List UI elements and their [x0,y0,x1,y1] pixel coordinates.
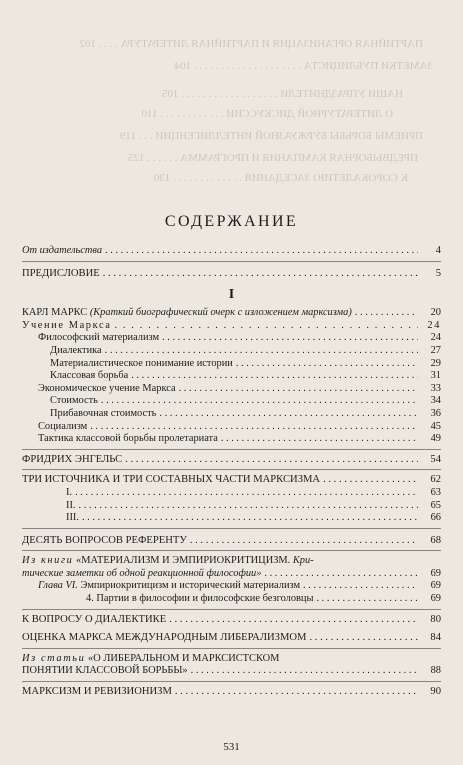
toc-page: 33 [430,382,441,394]
toc-entry [22,474,441,487]
divider [22,609,441,610]
leader-dots [355,307,418,320]
toc-entry [22,307,441,320]
toc-page: 90 [430,686,441,698]
leader-dots [169,614,418,627]
toc-page: 5 [435,267,441,279]
toc-entry [22,632,441,645]
leader-dots [75,487,418,500]
divider [22,648,441,649]
toc-label: Глава VI. Эмпириокритицизм и исторический материализм [38,580,301,592]
leader-dots [103,268,418,281]
leader-dots [131,370,418,383]
toc-label: II. [66,499,76,511]
leader-dots [90,421,418,434]
toc-page: 69 [430,567,441,579]
toc-entry [22,580,441,593]
toc-entry [22,686,441,699]
toc-page: 54 [430,453,441,465]
toc-entry [22,653,441,678]
toc-page: 62 [430,474,441,486]
toc-prefix: Из книги [22,555,74,567]
toc-label: Классовая борьба [50,370,129,382]
toc-entry [22,535,441,548]
toc-prefix: Из статьи [22,652,86,664]
toc-label: Стоимость [50,395,98,407]
leader-dots [236,358,418,371]
toc-label: Прибавочная стоимость [50,407,157,419]
toc-label: Материалистическое понимание истории [50,357,233,369]
toc-entry [22,408,441,421]
toc-page: 69 [430,593,441,605]
toc-page: 69 [430,580,441,592]
toc-label: I. [66,486,73,498]
toc-entry [22,512,441,525]
toc-label: ОЦЕНКА МАРКСА МЕЖДУНАРОДНЫМ ЛИБЕРАЛИЗМОМ [22,632,307,644]
toc-label: МАРКСИЗМ И РЕВИЗИОНИЗМ [22,686,172,698]
leader-dots [82,512,418,525]
toc-entry: Из книги «МАТЕРИАЛИЗМ И ЭМПИРИОКРИТИЦИЗМ. Кри- тические заметки об одной реакционной философии» . . . 69 [22,555,441,580]
toc-label: Тактика классовой борьбы пролетариата [38,433,218,445]
toc-entry [22,332,441,345]
leader-dots [105,245,418,258]
toc-page: 36 [430,407,441,419]
toc-entry [22,421,441,434]
divider [22,449,441,450]
toc-label: К ВОПРОСУ О ДИАЛЕКТИКЕ [22,613,167,625]
toc-entry [22,500,441,513]
toc-entry [22,383,441,396]
divider [22,261,441,262]
toc-label: Социализм [38,420,88,432]
leader-dots [190,535,418,548]
toc-label: ПРЕДИСЛОВИЕ [22,267,100,279]
page-number: 531 [223,741,240,753]
leader-dots [101,395,418,408]
show-through-text: ПАРТИЙНАЯ ОРГАНИЗАЦИЯ И ПАРТИЙНАЯ ЛИТЕРАТУРА . . . . 102 ЗАМЕТКИ ПУБЛИЦИСТА . . . . . . . . . . . . . . . . . . . . 104 НАШИ УПРАЗДНИТЕЛИ . . . . . . . . . . . . . . . . . . 105 О ЛИТЕРАТУРНОЙ ДИСКУССИИ . . . . . . . . . . . . 110 ПРИЕМЫ БОРЬБЫ БУРЖУАЗНОЙ ИНТЕЛЛИГЕНЦИИ . . . 119 ПРЕДВЫБОРНАЯ КАМПАНИЯ И ПРОГРАММА . . . . . . 125 К СОРОКАЛЕТИЮ ЗАСЕДАНИЯ . . . . . . . . . . . . . 130 [79,38,433,184]
leader-dots [115,320,418,333]
toc-label: «МАТЕРИАЛИЗМ И ЭМПИРИОКРИТИЦИЗМ. [76,555,291,567]
toc-label: Учение Маркса [22,319,112,331]
toc-label: тические заметки об одной реакционной философии» [22,567,262,579]
toc-page: 49 [430,433,441,445]
toc-page: 31 [430,370,441,382]
toc-label: От издательства [22,245,103,256]
toc-entry [22,487,441,500]
toc-label: ТРИ ИСТОЧНИКА И ТРИ СОСТАВНЫХ ЧАСТИ МАРКСИЗМА [22,474,321,486]
toc-page: 45 [430,420,441,432]
leader-dots [303,580,418,593]
toc-label: ФРИДРИХ ЭНГЕЛЬС [22,453,123,465]
toc-page: 24 [427,319,441,331]
toc-entry [22,358,441,371]
toc-label: ПОНЯТИИ КЛАССОВОЙ БОРЬБЫ» [22,665,188,677]
divider [22,469,441,470]
toc-page: 80 [430,613,441,625]
toc-page: 68 [430,534,441,546]
toc-label: III. [66,512,79,524]
section-numeral: I [228,287,235,303]
leader-dots [125,454,418,467]
leader-dots [264,568,418,581]
leader-dots [309,632,418,645]
leader-dots [323,474,418,487]
toc-entry [22,614,441,627]
toc-entry [22,593,441,606]
toc-entry [22,433,441,446]
leader-dots [191,665,418,678]
divider [22,681,441,682]
leader-dots [79,500,418,513]
toc-entry [22,245,441,258]
page-title: СОДЕРЖАНИЕ [164,213,299,230]
toc-label: ДЕСЯТЬ ВОПРОСОВ РЕФЕРЕНТУ [22,534,187,546]
toc-page: 4 [435,245,441,256]
toc-label: 4. Партии в философии и философские безголовцы [86,593,314,605]
toc-label: КАРЛ МАРКС (Краткий биографический очерк с изложением марксизма) [22,307,352,319]
toc-entry [22,320,441,333]
divider [22,550,441,551]
toc-page: 88 [430,665,441,677]
toc-entry [22,345,441,358]
toc-page: 84 [430,632,441,644]
toc-page: 29 [430,357,441,369]
table-of-contents [22,205,441,699]
toc-page: 66 [430,512,441,524]
toc-page: 24 [430,332,441,344]
leader-dots [175,686,418,699]
toc-label: Диалектика [50,344,102,356]
toc-page: 65 [430,499,441,511]
toc-entry [22,454,441,467]
toc-page: 20 [430,307,441,319]
toc-label: Философский материализм [38,332,160,344]
toc-entry [22,268,441,281]
divider [22,528,441,529]
toc-label: Экономическое учение Маркса [38,382,176,394]
leader-dots [179,383,418,396]
leader-dots [316,593,418,606]
toc-page: 34 [430,395,441,407]
toc-entry [22,395,441,408]
leader-dots [159,408,418,421]
toc-page: 63 [430,486,441,498]
toc-entry [22,370,441,383]
leader-dots [162,332,418,345]
leader-dots [221,433,418,446]
leader-dots [105,345,418,358]
toc-label: «О ЛИБЕРАЛЬНОМ И МАРКСИСТСКОМ [88,652,280,664]
toc-page: 27 [430,344,441,356]
